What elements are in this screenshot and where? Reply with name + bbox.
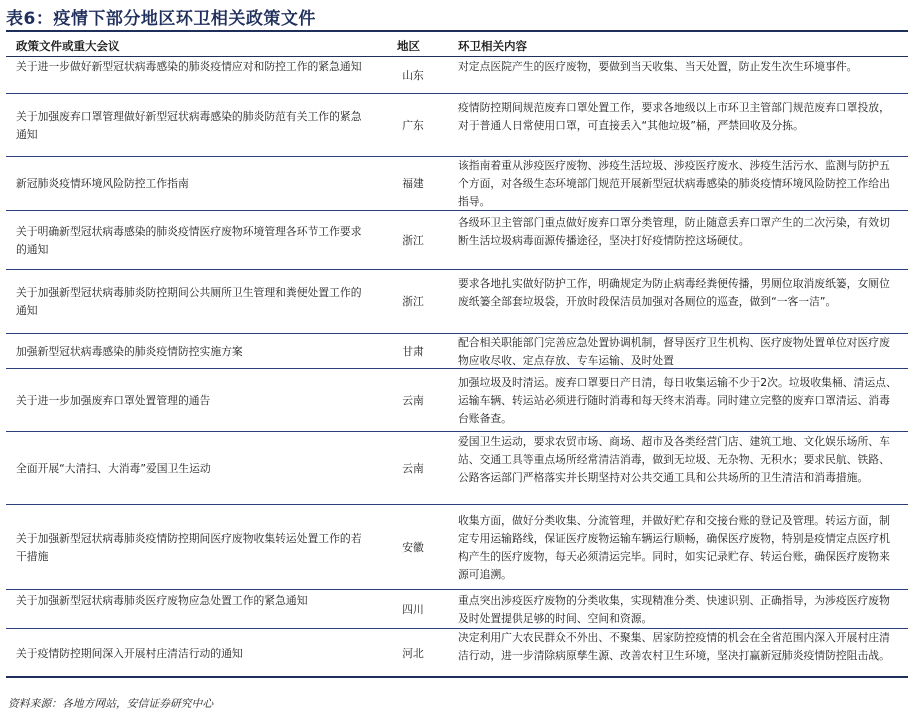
table-row (6, 94, 908, 157)
table-row (6, 590, 908, 629)
region-cell: 广东 (402, 119, 424, 132)
table-row (6, 369, 908, 432)
table-row (6, 270, 908, 334)
region-cell: 福建 (402, 177, 424, 190)
source-note: 资料来源：各地方网站，安信证券研究中心 (8, 697, 214, 710)
region-cell: 四川 (402, 603, 424, 616)
policy-cell: 关于疫情防控期间深入开展村庄清洁行动的通知 (16, 647, 243, 660)
policy-cell: 加强新型冠状病毒感染的肺炎疫情防控实施方案 (16, 345, 243, 358)
content-cell: 决定利用广大农民群众不外出、不聚集、居家防控疫情的机会在全省范围内深入开展村庄清洁行动，进一步清除病原孳生源、改善农村卫生环境，坚决打赢新冠肺炎疫情防控阻击战。 (458, 631, 890, 662)
table-row (6, 432, 908, 505)
region-cell: 安徽 (402, 541, 424, 554)
table-header (6, 32, 908, 56)
policy-cell: 关于进一步做好新型冠状病毒感染的肺炎疫情应对和防控工作的紧急通知 (16, 60, 362, 73)
content-cell: 对定点医院产生的医疗废物，要做到当天收集、当天处置，防止发生次生环境事件。 (458, 60, 858, 73)
policy-cell: 关于进一步加强废弃口罩处置管理的通告 (16, 394, 211, 407)
content-cell: 加强垃圾及时清运。废弃口罩要日产日清，每日收集运输不少于2次。垃圾收集桶、清运点、运输车辆、转运站必须进行随时消毒和每天终末消毒。同时建立完整的废弃口罩清运、消毒台账备查。 (458, 376, 897, 425)
region-cell: 甘肃 (402, 345, 424, 358)
region-cell: 河北 (402, 647, 424, 660)
table-title: 表6：疫情下部分地区环卫相关政策文件 (6, 9, 316, 29)
policy-cell: 关于加强废弃口罩管理做好新型冠状病毒感染的肺炎防范有关工作的紧急通知 (16, 110, 362, 141)
table-row (6, 505, 908, 590)
content-cell: 各级环卫主管部门重点做好废弃口罩分类管理，防止随意丢弃口罩产生的二次污染，有效切断生活垃圾病毒面源传播途径，坚决打好疫情防控这场硬仗。 (458, 216, 890, 247)
policy-cell: 全面开展“大清扫、大消毒”爱国卫生运动 (16, 462, 211, 475)
table-row (6, 211, 908, 270)
policy-cell: 关于加强新型冠状病毒肺炎医疗废物应急处置工作的紧急通知 (16, 594, 308, 607)
content-cell: 该指南着重从涉疫医疗废物、涉疫生活垃圾、涉疫医疗废水、涉疫生活污水、监测与防护五个方面，对各级生态环境部门规范开展新型冠状病毒感染的肺炎疫情环境风险防控工作给出指导。 (458, 159, 890, 208)
content-cell: 收集方面，做好分类收集、分流管理，并做好贮存和交接台账的登记及管理。转运方面，制定专用运输路线，保证医疗废物运输车辆运行顺畅，确保医疗废物，特别是疫情定点医疗机构产生的医疗废物，每天必须清运完毕。同时，如实记录贮存、转运台账，确保医疗废物来源可追溯。 (458, 514, 890, 581)
table-row (6, 57, 908, 94)
region-cell: 浙江 (402, 234, 424, 247)
table-row (6, 629, 908, 678)
table-row (6, 157, 908, 211)
header-region: 地区 (397, 39, 420, 53)
policy-cell: 关于加强新型冠状病毒肺炎疫情防控期间医疗废物收集转运处置工作的若干措施 (16, 532, 362, 563)
region-cell: 云南 (402, 462, 424, 475)
policy-cell: 关于明确新型冠状病毒感染的肺炎疫情医疗废物环境管理各环节工作要求的通知 (16, 225, 362, 256)
content-cell: 爱国卫生运动，要求农贸市场、商场、超市及各类经营门店、建筑工地、文化娱乐场所、车站、交通工具等重点场所经常清洁消毒，做到无垃圾、无杂物、无积水；要求民航、铁路、公路客运部门严格落实并长期坚持对公共交通工具和公共场所的卫生清洁和消毒措施。 (458, 435, 890, 484)
region-cell: 山东 (402, 69, 424, 82)
header-content: 环卫相关内容 (458, 39, 527, 53)
policy-cell: 关于加强新型冠状病毒肺炎防控期间公共厕所卫生管理和粪便处置工作的通知 (16, 286, 362, 317)
region-cell: 浙江 (402, 295, 424, 308)
table-body (6, 57, 908, 678)
content-cell: 疫情防控期间规范废弃口罩处置工作，要求各地级以上市环卫主管部门规范废弃口罩投放，对于普通人日常使用口罩，可直接丢入“其他垃圾”桶，严禁回收及分拣。 (458, 101, 890, 132)
content-cell: 要求各地扎实做好防护工作，明确规定为防止病毒经粪便传播，男厕位取消废纸篓，女厕位废纸篓全部套垃圾袋，开放时段保洁员加强对各厕位的巡查，做到“一客一洁”。 (458, 277, 890, 308)
policy-cell: 新冠肺炎疫情环境风险防控工作指南 (16, 177, 189, 190)
table-row (6, 334, 908, 369)
region-cell: 云南 (402, 394, 424, 407)
header-policy: 政策文件或重大会议 (16, 39, 120, 53)
content-cell: 重点突出涉疫医疗废物的分类收集，实现精准分类、快速识别、正确指导，为涉疫医疗废物及时处置提供足够的时间、空间和资源。 (458, 594, 890, 625)
content-cell: 配合相关职能部门完善应急处置协调机制，督导医疗卫生机构、医疗废物处置单位对医疗废物应收尽收、定点存放、专车运输、及时处置 (458, 336, 890, 367)
